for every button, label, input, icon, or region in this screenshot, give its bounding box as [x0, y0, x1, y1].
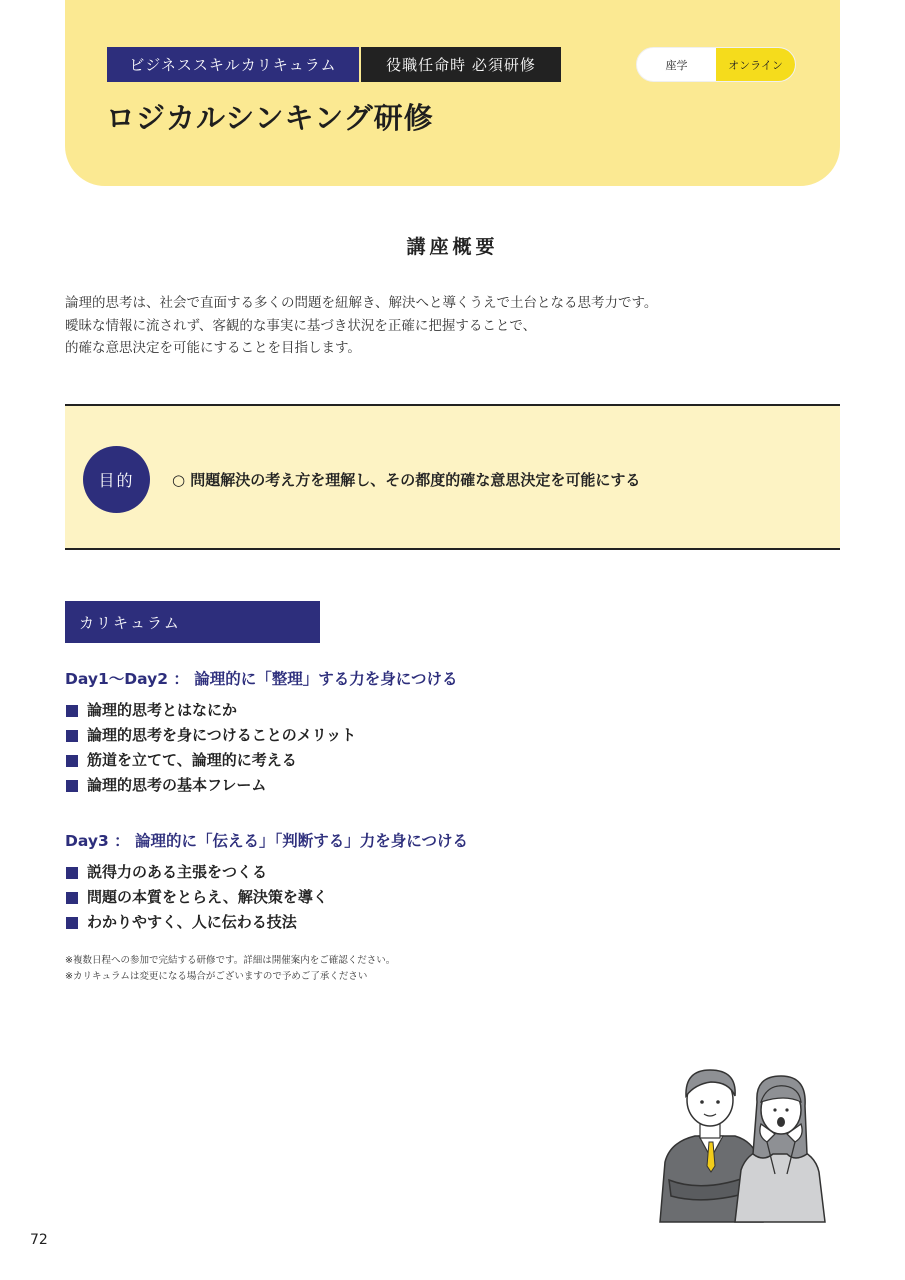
list-item [66, 748, 356, 773]
day3-item-list [66, 860, 328, 935]
curriculum-header: カリキュラム [65, 601, 320, 643]
footnote: ※カリキュラムは変更になる場合がございますので予めご了承ください [65, 971, 368, 982]
day1-2-item-list [66, 698, 356, 798]
list-item-label: 論理的思考とはなにか [87, 701, 238, 719]
category-tag: ビジネススキルカリキュラム [107, 47, 359, 82]
course-title: ロジカルシンキング研修 [106, 101, 434, 135]
overview-line: 的確な意思決定を可能にすることを目指します。 [65, 340, 361, 356]
list-item-label: わかりやすく、人に伝わる技法 [87, 913, 297, 931]
mode-classroom: 座学 [665, 58, 688, 72]
bullet-square-icon [66, 892, 78, 904]
list-item [66, 860, 328, 885]
day1-2-heading: Day1〜Day2 ： 論理的に「整理」する力を身につける [65, 670, 458, 688]
bullet-square-icon [66, 917, 78, 929]
list-item [66, 773, 356, 798]
bullet-square-icon [66, 867, 78, 879]
header-banner [65, 0, 840, 186]
list-item-label: 論理的思考を身につけることのメリット [87, 726, 357, 744]
footnote: ※複数日程への参加で完結する研修です。詳細は開催案内をご確認ください。 [65, 955, 396, 966]
bullet-square-icon [66, 780, 78, 792]
list-item [66, 885, 328, 910]
overview-line: 曖昧な情報に流されず、客観的な事実に基づき状況を正確に把握することで、 [65, 317, 537, 334]
bullet-square-icon [66, 705, 78, 717]
list-item [66, 723, 356, 748]
list-item [66, 910, 328, 935]
bullet-square-icon [66, 755, 78, 767]
list-item-label: 説得力のある主張をつくる [87, 863, 268, 881]
level-tag: 役職任命時 必須研修 [361, 47, 561, 82]
mode-online: オンライン [716, 48, 795, 81]
list-item-label: 論理的思考の基本フレーム [87, 776, 267, 794]
business-people-illustration [655, 1062, 835, 1224]
delivery-mode-toggle [636, 47, 796, 82]
purpose-text: ○ 問題解決の考え方を理解し、その都度的確な意思決定を可能にする [172, 471, 641, 489]
bullet-square-icon [66, 730, 78, 742]
day3-heading: Day3 ： 論理的に「伝える」「判断する」力を身につける [65, 832, 468, 850]
purpose-badge: 目的 [83, 446, 150, 513]
list-item-label: 問題の本質をとらえ、解決策を導く [87, 888, 328, 906]
footnotes [65, 953, 395, 985]
list-item-label: 筋道を立てて、論理的に考える [87, 751, 297, 769]
list-item [66, 698, 356, 723]
overview-heading: 講座概要 [406, 236, 499, 258]
overview-line: 論理的思考は、社会で直面する多くの問題を紐解き、解決へと導くうえで土台となる思考力です。 [65, 295, 658, 311]
overview-text [65, 292, 845, 360]
page-number: 72 [30, 1232, 48, 1248]
